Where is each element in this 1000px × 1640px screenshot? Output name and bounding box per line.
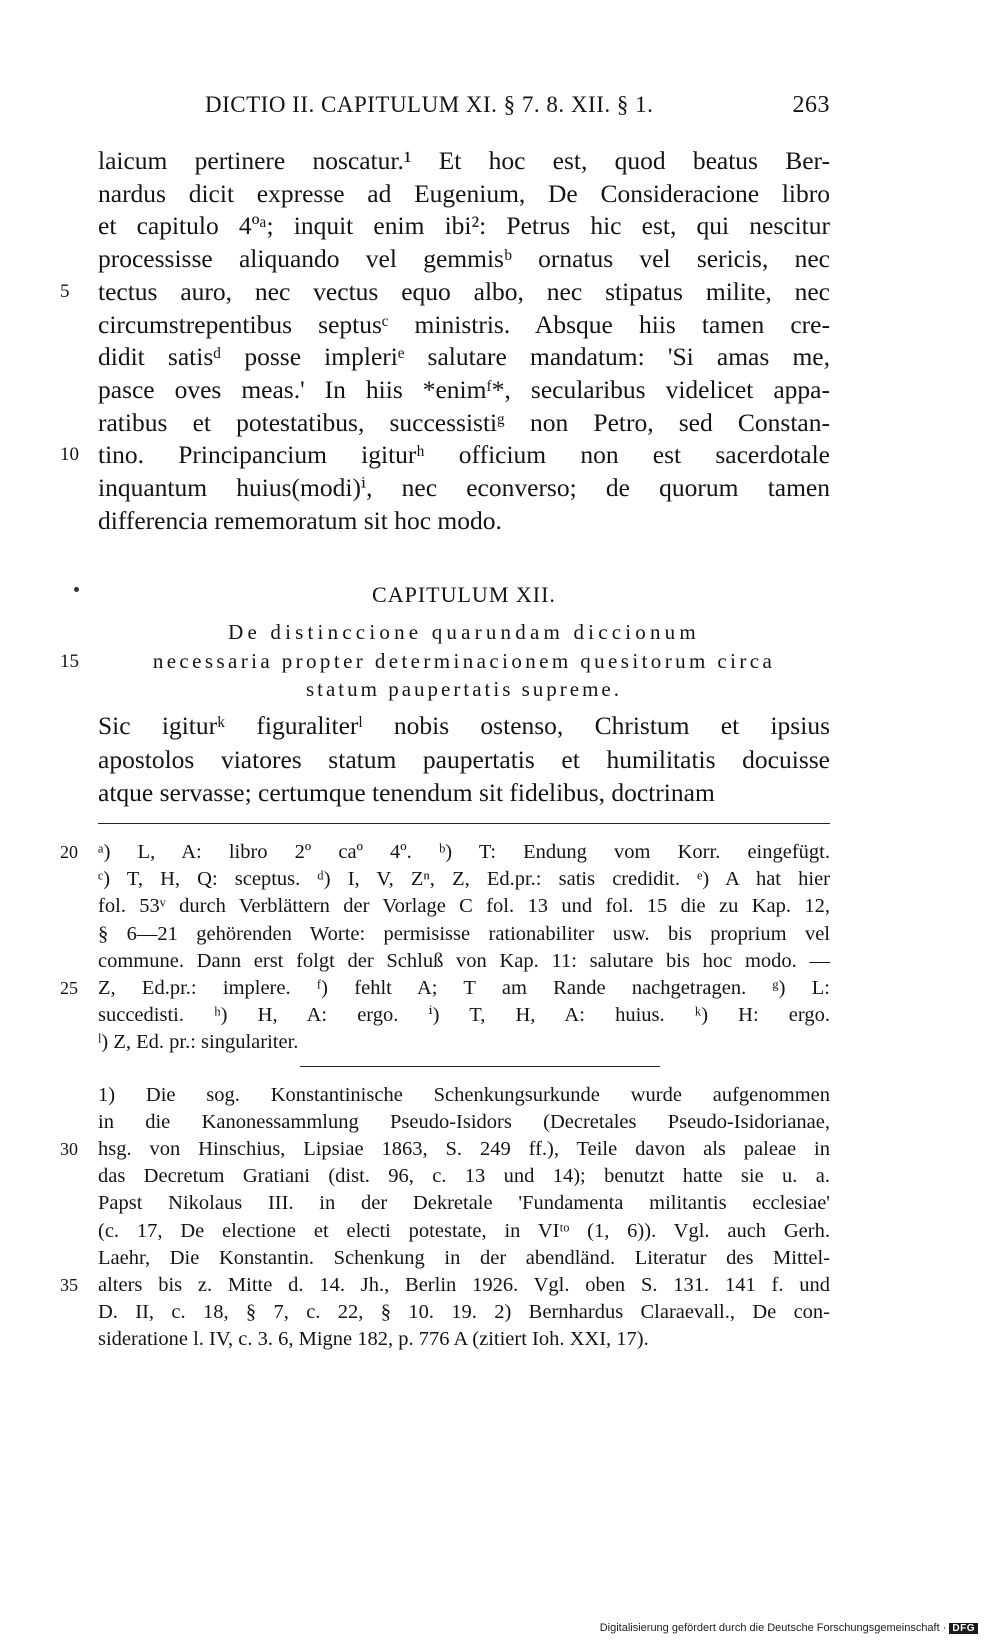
text-line: inquantum huius(modi)ⁱ, nec econverso; de quorum tamen [98, 473, 830, 502]
text-line: apostolos viatores statum paupertatis et humilitatis docuisse [98, 744, 830, 774]
running-header [205, 92, 830, 118]
text-line: (c. 17, De electione et electi potestate, in VIᵗᵒ (1, 6)). Vgl. auch Gerh. [98, 1219, 830, 1242]
digitization-credit [600, 1622, 978, 1634]
line-number: 5 [60, 280, 70, 302]
text-line: differencia rememoratum sit hoc modo. [98, 505, 502, 535]
text-line: ratibus et potestatibus, successistiᵍ non Petro, sed Constan- [98, 407, 830, 437]
text-line: hsg. von Hinschius, Lipsiae 1863, S. 249 ff.), Teile davon als paleae in [98, 1138, 830, 1161]
text-line: 1) Die sog. Konstantinische Schenkungsurkunde wurde aufgenommen [98, 1084, 830, 1106]
line-number: 20 [60, 842, 78, 862]
text-line: Laehr, Die Konstantin. Schenkung in der abendländ. Literatur des Mittel- [98, 1246, 830, 1269]
line-number: 10 [60, 444, 79, 466]
line-number: 30 [60, 1139, 78, 1160]
running-title: DICTIO II. CAPITULUM XI. § 7. 8. XII. § 1. [205, 92, 654, 117]
line-number: 25 [60, 978, 78, 998]
text-line: alters bis z. Mitte d. 14. Jh., Berlin 1926. Vgl. oben S. 131. 141 f. und [98, 1273, 830, 1296]
text-line: D. II, c. 18, § 7, c. 22, § 10. 19. 2) Bernhardus Claraevall., De con- [98, 1300, 830, 1323]
text-line: succedisti. ʰ) H, A: ergo. ⁱ) T, H, A: huius. ᵏ) H: ergo. [98, 1004, 830, 1027]
text-line: fol. 53ᵛ durch Verblättern der Vorlage C fol. 13 und fol. 15 die zu Kap. 12, [98, 895, 830, 918]
notes-divider [300, 1066, 660, 1067]
text-line: circumstrepentibus septusᶜ ministris. Absque hiis tamen cre- [98, 309, 830, 339]
dfg-logo: DFG [949, 1623, 978, 1634]
text-line: § 6—21 gehörenden Worte: permisisse rationabiliter usw. bis proprium vel [98, 922, 830, 945]
apparatus-divider [98, 823, 830, 824]
text-line: pasce oves meas.' In hiis *enimᶠ*, secularibus videlicet appa- [98, 374, 830, 404]
text-line: ᵃ) L, A: libro 2º caº 4º. ᵇ) T: Endung vom Korr. eingefügt. [98, 841, 830, 863]
text-line: tectus auro, nec vectus equo albo, nec stipatus milite, nec [98, 276, 830, 306]
margin-dot [74, 587, 79, 592]
subtitle-line: necessaria propter determinacionem quesitorum circa [152, 649, 776, 673]
text-line: commune. Dann erst folgt der Schluß von Kap. 11: salutare bis hoc modo. — [98, 949, 830, 972]
page-number: 263 [792, 92, 830, 118]
text-line: didit satisᵈ posse impleriᵉ salutare mandatum: 'Si amas me, [98, 342, 830, 372]
text-line: laicum pertinere noscatur.¹ Et hoc est, quod beatus Ber- [98, 146, 830, 175]
subtitle-line: statum paupertatis supreme. [305, 677, 623, 701]
line-number: 35 [60, 1274, 78, 1295]
text-line: Sic igiturᵏ figuraliterˡ nobis ostenso, Christum et ipsius [98, 711, 830, 740]
text-line: ᶜ) T, H, Q: sceptus. ᵈ) I, V, Zⁿ, Z, Ed.pr.: satis credidit. ᵉ) A hat hier [98, 868, 830, 891]
text-line: processisse aliquando vel gemmisᵇ ornatus vel sericis, nec [98, 244, 830, 274]
text-line: ˡ) Z, Ed. pr.: singulariter. [98, 1031, 299, 1054]
text-line: in die Kanonessammlung Pseudo-Isidors (Decretales Pseudo-Isidorianae, [98, 1111, 830, 1134]
text-line: nardus dicit expresse ad Eugenium, De Consideracione libro [98, 178, 830, 208]
text-line: Papst Nikolaus III. in der Dekretale 'Fundamenta militantis ecclesiae' [98, 1192, 830, 1215]
text-line: tino. Principancium igiturʰ officium non est sacerdotale [98, 440, 830, 470]
text-line: et capitulo 4ºᵃ; inquit enim ibi²: Petrus hic est, qui nescitur [98, 211, 830, 241]
text-line: Z, Ed.pr.: implere. ᶠ) fehlt A; T am Rande nachgetragen. ᵍ) L: [98, 977, 830, 999]
text-line: das Decretum Gratiani (dist. 96, c. 13 und 14); benutzt hatte sie u. a. [98, 1165, 830, 1188]
chapter-title: CAPITULUM XII. [372, 582, 556, 607]
text-line: sideratione l. IV, c. 3. 6, Migne 182, p. 776 A (zitiert Ioh. XXI, 17). [98, 1327, 649, 1350]
subtitle-line: De distinccione quarundam diccionum [228, 620, 700, 644]
line-number: 15 [60, 651, 79, 672]
credit-text: Digitalisierung gefördert durch die Deutsche Forschungsgemeinschaft · [599, 1622, 947, 1634]
text-line: atque servasse; certumque tenendum sit fidelibus, doctrinam [98, 778, 715, 807]
